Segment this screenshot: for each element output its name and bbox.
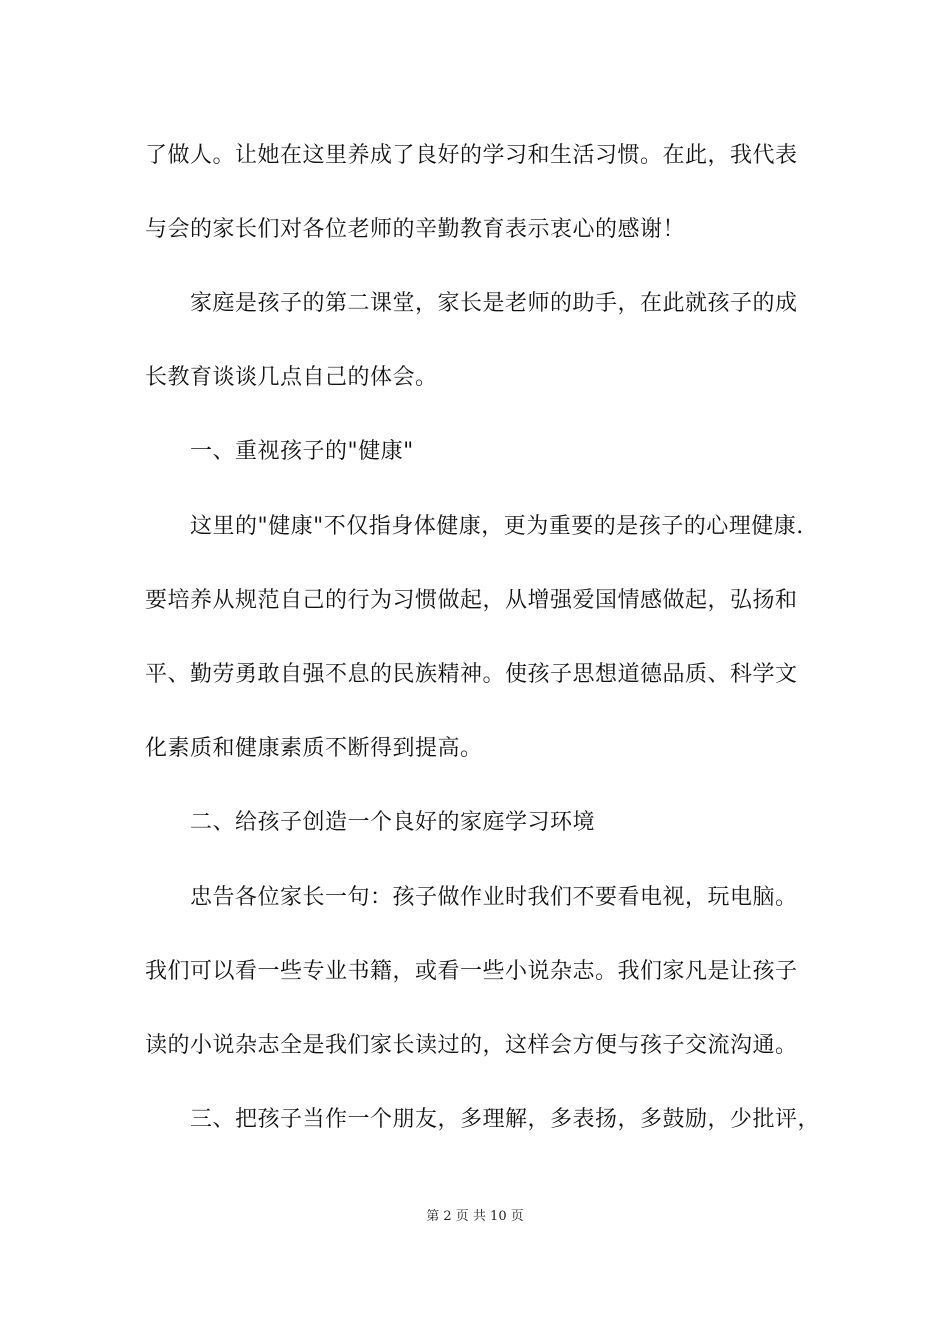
- section-heading: 二、给孩子创造一个良好的家庭学习环境: [190, 810, 596, 835]
- paragraph-line: 我们可以看一些专业书籍，或看一些小说杂志。我们家凡是让孩子: [145, 959, 798, 984]
- paragraph-line: 家庭是孩子的第二课堂，家长是老师的助手，在此就孩子的成: [190, 291, 798, 316]
- section-heading: 一、重视孩子的"健康": [190, 439, 414, 464]
- paragraph-line: 忠告各位家长一句：孩子做作业时我们不要看电视，玩电脑。: [190, 885, 798, 910]
- page-footer: 第 2 页 共 10 页: [426, 1209, 524, 1224]
- paragraph-line: 与会的家长们对各位老师的辛勤教育表示衷心的感谢！: [145, 217, 686, 242]
- paragraph-line: 长教育谈谈几点自己的体会。: [145, 365, 438, 390]
- section-heading: 三、把孩子当作一个朋友，多理解，多表扬，多鼓励，少批评，: [190, 1107, 821, 1132]
- paragraph-line: 要培养从规范自己的行为习惯做起，从增强爱国情感做起，弘扬和: [145, 588, 798, 613]
- paragraph-line: 读的小说杂志全是我们家长读过的，这样会方便与孩子交流沟通。: [145, 1033, 798, 1058]
- paragraph-line: 化素质和健康素质不断得到提高。: [145, 736, 483, 761]
- paragraph-line: 平、勤劳勇敢自强不息的民族精神。使孩子思想道德品质、科学文: [145, 662, 798, 687]
- paragraph-line: 了做人。让她在这里养成了良好的学习和生活习惯。在此，我代表: [145, 143, 798, 168]
- paragraph-line: 这里的"健康"不仅指身体健康，更为重要的是孩子的心理健康.: [190, 514, 804, 539]
